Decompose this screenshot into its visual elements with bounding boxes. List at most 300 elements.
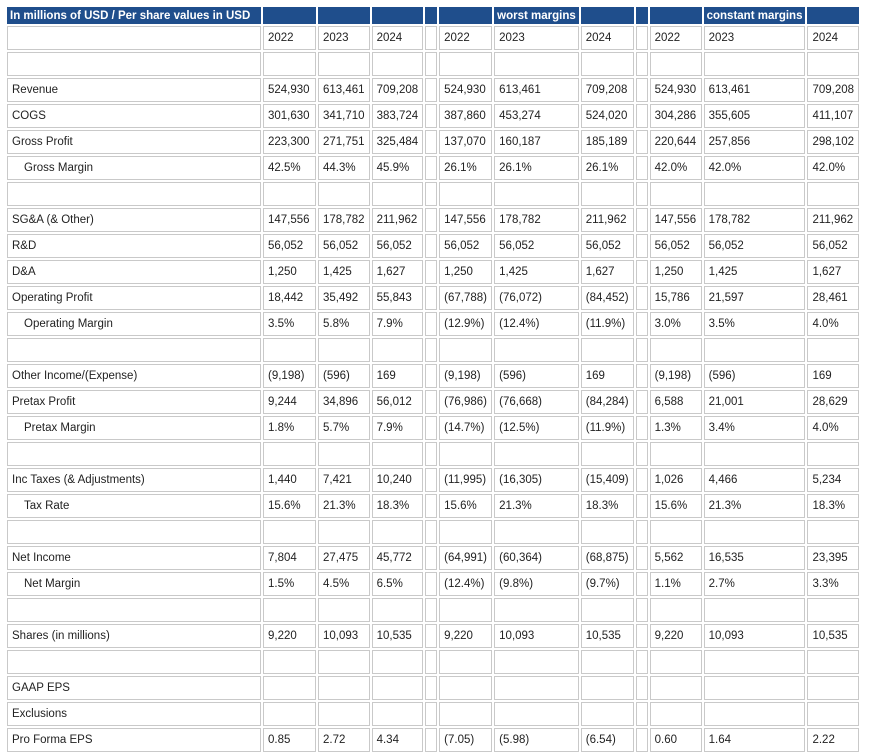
value-cell: 709,208 [372, 78, 424, 102]
value-cell [704, 702, 806, 726]
value-cell [704, 650, 806, 674]
table-row [7, 728, 859, 752]
header-cell [372, 7, 424, 24]
value-cell [372, 702, 424, 726]
value-cell: 5.7% [318, 416, 370, 440]
value-cell [372, 52, 424, 76]
row-label: Other Income/(Expense) [7, 364, 261, 388]
value-cell: 709,208 [581, 78, 634, 102]
value-cell [581, 442, 634, 466]
value-cell [263, 520, 316, 544]
spacer-cell [636, 78, 648, 102]
value-cell [372, 650, 424, 674]
value-cell: 18.3% [372, 494, 424, 518]
spacer-cell [425, 182, 437, 206]
value-cell: (5.98) [494, 728, 579, 752]
value-cell [581, 182, 634, 206]
value-cell [372, 338, 424, 362]
value-cell: 56,052 [581, 234, 634, 258]
value-cell [581, 338, 634, 362]
table-row [7, 442, 859, 466]
value-cell: 42.5% [263, 156, 316, 180]
spacer-cell [425, 442, 437, 466]
value-cell: 1,425 [494, 260, 579, 284]
value-cell: 524,930 [263, 78, 316, 102]
value-cell: (84,284) [581, 390, 634, 414]
value-cell: 56,052 [372, 234, 424, 258]
value-cell: 10,535 [807, 624, 859, 648]
value-cell: 524,020 [581, 104, 634, 128]
value-cell: 21.3% [494, 494, 579, 518]
value-cell: 7.9% [372, 416, 424, 440]
table-row [7, 468, 859, 492]
value-cell [807, 338, 859, 362]
value-cell [650, 598, 702, 622]
value-cell: 169 [372, 364, 424, 388]
value-cell [318, 676, 370, 700]
spacer-cell [636, 702, 648, 726]
spacer-cell [425, 234, 437, 258]
spacer-cell [636, 468, 648, 492]
table-row [7, 416, 859, 440]
value-cell: 45.9% [372, 156, 424, 180]
value-cell: 45,772 [372, 546, 424, 570]
spacer-cell [636, 624, 648, 648]
value-cell [807, 442, 859, 466]
value-cell [704, 52, 806, 76]
spacer-cell [636, 494, 648, 518]
value-cell [372, 598, 424, 622]
value-cell [807, 520, 859, 544]
row-label: D&A [7, 260, 261, 284]
financial-table [5, 5, 861, 754]
value-cell [704, 676, 806, 700]
value-cell: 1,440 [263, 468, 316, 492]
value-cell [807, 702, 859, 726]
row-label [7, 52, 261, 76]
row-label: Pretax Margin [7, 416, 261, 440]
value-cell: 10,093 [318, 624, 370, 648]
spacer-cell [636, 676, 648, 700]
value-cell: 1.5% [263, 572, 316, 596]
value-cell: 34,896 [318, 390, 370, 414]
spacer-cell [636, 728, 648, 752]
value-cell: 42.0% [650, 156, 702, 180]
value-cell [372, 520, 424, 544]
value-cell: 1,250 [263, 260, 316, 284]
value-cell: 304,286 [650, 104, 702, 128]
row-label [7, 338, 261, 362]
value-cell: 44.3% [318, 156, 370, 180]
header-cell [636, 7, 648, 24]
spacer-cell [636, 520, 648, 544]
value-cell [494, 338, 579, 362]
value-cell [494, 650, 579, 674]
value-cell: (12.4%) [439, 572, 492, 596]
value-cell [807, 676, 859, 700]
value-cell: 56,052 [704, 234, 806, 258]
value-cell [318, 338, 370, 362]
value-cell [318, 598, 370, 622]
value-cell: 10,093 [704, 624, 806, 648]
value-cell: (9,198) [650, 364, 702, 388]
year-cell: 2022 [439, 26, 492, 50]
value-cell: 9,220 [439, 624, 492, 648]
value-cell: 56,012 [372, 390, 424, 414]
value-cell: (11,995) [439, 468, 492, 492]
value-cell: (15,409) [581, 468, 634, 492]
value-cell [494, 598, 579, 622]
value-cell [581, 52, 634, 76]
value-cell: 178,782 [704, 208, 806, 232]
value-cell: (9,198) [439, 364, 492, 388]
row-label: Pretax Profit [7, 390, 261, 414]
value-cell: (12.4%) [494, 312, 579, 336]
value-cell: 10,240 [372, 468, 424, 492]
row-label [7, 442, 261, 466]
year-cell: 2024 [372, 26, 424, 50]
spacer-cell [425, 494, 437, 518]
value-cell: 42.0% [704, 156, 806, 180]
table-row [7, 390, 859, 414]
table-row [7, 494, 859, 518]
value-cell: 55,843 [372, 286, 424, 310]
spacer-cell [636, 442, 648, 466]
value-cell: 3.0% [650, 312, 702, 336]
row-label: Exclusions [7, 702, 261, 726]
value-cell: 26.1% [581, 156, 634, 180]
value-cell: 28,629 [807, 390, 859, 414]
row-label: COGS [7, 104, 261, 128]
value-cell: 9,220 [650, 624, 702, 648]
value-cell: 298,102 [807, 130, 859, 154]
spacer-cell [425, 26, 437, 50]
value-cell: (6.54) [581, 728, 634, 752]
value-cell: 15,786 [650, 286, 702, 310]
value-cell: 160,187 [494, 130, 579, 154]
value-cell [704, 442, 806, 466]
value-cell: 257,856 [704, 130, 806, 154]
spacer-cell [425, 52, 437, 76]
value-cell: 27,475 [318, 546, 370, 570]
group-label-constant-margins: constant margins [704, 7, 806, 24]
spacer-cell [425, 338, 437, 362]
value-cell: 613,461 [494, 78, 579, 102]
table-title: In millions of USD / Per share values in USD [7, 7, 261, 24]
value-cell [494, 676, 579, 700]
spacer-cell [636, 286, 648, 310]
value-cell [372, 442, 424, 466]
value-cell: 9,244 [263, 390, 316, 414]
row-label: Tax Rate [7, 494, 261, 518]
spacer-cell [425, 312, 437, 336]
value-cell: 56,052 [439, 234, 492, 258]
value-cell: 7,804 [263, 546, 316, 570]
value-cell: 28,461 [807, 286, 859, 310]
value-cell: 2.7% [704, 572, 806, 596]
value-cell: (14.7%) [439, 416, 492, 440]
value-cell: 383,724 [372, 104, 424, 128]
row-label: GAAP EPS [7, 676, 261, 700]
value-cell: 4,466 [704, 468, 806, 492]
value-cell: 613,461 [318, 78, 370, 102]
value-cell: 178,782 [494, 208, 579, 232]
header-cell [650, 7, 702, 24]
value-cell [263, 442, 316, 466]
value-cell: 178,782 [318, 208, 370, 232]
value-cell: (84,452) [581, 286, 634, 310]
spacer-cell [425, 676, 437, 700]
value-cell: 15.6% [650, 494, 702, 518]
value-cell: 5,562 [650, 546, 702, 570]
value-cell: (67,788) [439, 286, 492, 310]
value-cell: 16,535 [704, 546, 806, 570]
value-cell [318, 520, 370, 544]
value-cell: 56,052 [650, 234, 702, 258]
spacer-cell [636, 390, 648, 414]
value-cell: 7,421 [318, 468, 370, 492]
spacer-cell [636, 156, 648, 180]
spacer-cell [425, 650, 437, 674]
row-label [7, 520, 261, 544]
value-cell: 223,300 [263, 130, 316, 154]
row-label: Revenue [7, 78, 261, 102]
value-cell: 211,962 [372, 208, 424, 232]
value-cell: 26.1% [494, 156, 579, 180]
group-label-worst-margins: worst margins [494, 7, 579, 24]
value-cell: 1,250 [650, 260, 702, 284]
value-cell: (9,198) [263, 364, 316, 388]
header-cell [807, 7, 859, 24]
row-label: R&D [7, 234, 261, 258]
spacer-cell [636, 598, 648, 622]
spacer-cell [425, 624, 437, 648]
value-cell: 3.5% [704, 312, 806, 336]
value-cell: (11.9%) [581, 312, 634, 336]
value-cell: 524,930 [439, 78, 492, 102]
value-cell: 1.1% [650, 572, 702, 596]
value-cell: 301,630 [263, 104, 316, 128]
value-cell [263, 676, 316, 700]
value-cell [494, 182, 579, 206]
spacer-cell [636, 364, 648, 388]
value-cell: 56,052 [807, 234, 859, 258]
spacer-cell [425, 546, 437, 570]
row-label: Operating Profit [7, 286, 261, 310]
value-cell: 0.60 [650, 728, 702, 752]
value-cell: 220,644 [650, 130, 702, 154]
value-cell: 185,189 [581, 130, 634, 154]
value-cell: 147,556 [263, 208, 316, 232]
value-cell: 4.5% [318, 572, 370, 596]
value-cell: 23,395 [807, 546, 859, 570]
value-cell [263, 52, 316, 76]
value-cell: 56,052 [494, 234, 579, 258]
value-cell [581, 598, 634, 622]
value-cell [650, 182, 702, 206]
table-row [7, 156, 859, 180]
value-cell: 147,556 [439, 208, 492, 232]
value-cell: 18.3% [807, 494, 859, 518]
spacer-cell [425, 702, 437, 726]
row-label [7, 598, 261, 622]
row-label: Operating Margin [7, 312, 261, 336]
table-row [7, 78, 859, 102]
value-cell: (68,875) [581, 546, 634, 570]
spacer-cell [636, 260, 648, 284]
spacer-cell [425, 572, 437, 596]
table-row [7, 52, 859, 76]
value-cell [581, 520, 634, 544]
row-label: Inc Taxes (& Adjustments) [7, 468, 261, 492]
value-cell: 169 [581, 364, 634, 388]
value-cell: 3.4% [704, 416, 806, 440]
spacer-cell [636, 130, 648, 154]
value-cell: (596) [704, 364, 806, 388]
value-cell: 6.5% [372, 572, 424, 596]
value-cell: 4.34 [372, 728, 424, 752]
value-cell [439, 676, 492, 700]
spacer-cell [636, 234, 648, 258]
value-cell: 211,962 [581, 208, 634, 232]
value-cell: 26.1% [439, 156, 492, 180]
value-cell [439, 182, 492, 206]
value-cell: 4.0% [807, 416, 859, 440]
header-cell [439, 7, 492, 24]
value-cell: 1,026 [650, 468, 702, 492]
value-cell [704, 338, 806, 362]
table-row [7, 234, 859, 258]
value-cell: 387,860 [439, 104, 492, 128]
value-cell: (596) [318, 364, 370, 388]
table-row [7, 338, 859, 362]
spacer-cell [636, 104, 648, 128]
row-label [7, 650, 261, 674]
row-label: Net Income [7, 546, 261, 570]
value-cell: 42.0% [807, 156, 859, 180]
value-cell [650, 442, 702, 466]
value-cell: 10,093 [494, 624, 579, 648]
value-cell [650, 338, 702, 362]
value-cell: 355,605 [704, 104, 806, 128]
value-cell: 56,052 [318, 234, 370, 258]
row-label: Net Margin [7, 572, 261, 596]
spacer-cell [425, 78, 437, 102]
value-cell [263, 338, 316, 362]
value-cell: 10,535 [581, 624, 634, 648]
spacer-cell [425, 260, 437, 284]
value-cell [439, 598, 492, 622]
value-cell [650, 676, 702, 700]
value-cell [439, 650, 492, 674]
value-cell [494, 702, 579, 726]
value-cell: 5,234 [807, 468, 859, 492]
value-cell: (12.5%) [494, 416, 579, 440]
value-cell: 9,220 [263, 624, 316, 648]
value-cell: 1.3% [650, 416, 702, 440]
value-cell [704, 520, 806, 544]
value-cell [318, 650, 370, 674]
value-cell [494, 52, 579, 76]
value-cell: 15.6% [263, 494, 316, 518]
year-cell: 2023 [704, 26, 806, 50]
value-cell [439, 52, 492, 76]
value-cell: 271,751 [318, 130, 370, 154]
spacer-cell [636, 338, 648, 362]
spacer-cell [636, 416, 648, 440]
table-row [7, 364, 859, 388]
year-row [7, 26, 859, 50]
value-cell: 3.5% [263, 312, 316, 336]
table-row [7, 182, 859, 206]
value-cell [807, 598, 859, 622]
value-cell [263, 650, 316, 674]
value-cell: 1,425 [318, 260, 370, 284]
row-label: SG&A (& Other) [7, 208, 261, 232]
value-cell: 3.3% [807, 572, 859, 596]
value-cell: 1.64 [704, 728, 806, 752]
spacer-cell [425, 364, 437, 388]
value-cell: 147,556 [650, 208, 702, 232]
value-cell [439, 442, 492, 466]
value-cell: 21,597 [704, 286, 806, 310]
value-cell: 21.3% [704, 494, 806, 518]
value-cell: (9.7%) [581, 572, 634, 596]
header-cell [263, 7, 316, 24]
year-cell: 2022 [263, 26, 316, 50]
value-cell [263, 182, 316, 206]
value-cell [318, 442, 370, 466]
value-cell [372, 182, 424, 206]
value-cell [318, 52, 370, 76]
table-row [7, 572, 859, 596]
table-row [7, 624, 859, 648]
value-cell [318, 182, 370, 206]
value-cell: 15.6% [439, 494, 492, 518]
table-row [7, 260, 859, 284]
table-row [7, 104, 859, 128]
value-cell: 35,492 [318, 286, 370, 310]
row-label: Shares (in millions) [7, 624, 261, 648]
value-cell: 18,442 [263, 286, 316, 310]
year-cell: 2024 [807, 26, 859, 50]
value-cell: 18.3% [581, 494, 634, 518]
spacer-cell [636, 26, 648, 50]
value-cell: 341,710 [318, 104, 370, 128]
header-cell [425, 7, 437, 24]
value-cell [439, 702, 492, 726]
value-cell [439, 520, 492, 544]
spacer-cell [636, 546, 648, 570]
value-cell: 1.8% [263, 416, 316, 440]
spacer-cell [425, 104, 437, 128]
value-cell [439, 338, 492, 362]
spacer-cell [636, 52, 648, 76]
value-cell [650, 52, 702, 76]
value-cell: 10,535 [372, 624, 424, 648]
value-cell [704, 598, 806, 622]
value-cell [318, 702, 370, 726]
value-cell [263, 598, 316, 622]
spacer-cell [425, 286, 437, 310]
value-cell: 169 [807, 364, 859, 388]
table-row [7, 650, 859, 674]
spacer-cell [636, 182, 648, 206]
value-cell [581, 650, 634, 674]
year-cell: 2022 [650, 26, 702, 50]
spacer-cell [425, 390, 437, 414]
value-cell: 2.22 [807, 728, 859, 752]
